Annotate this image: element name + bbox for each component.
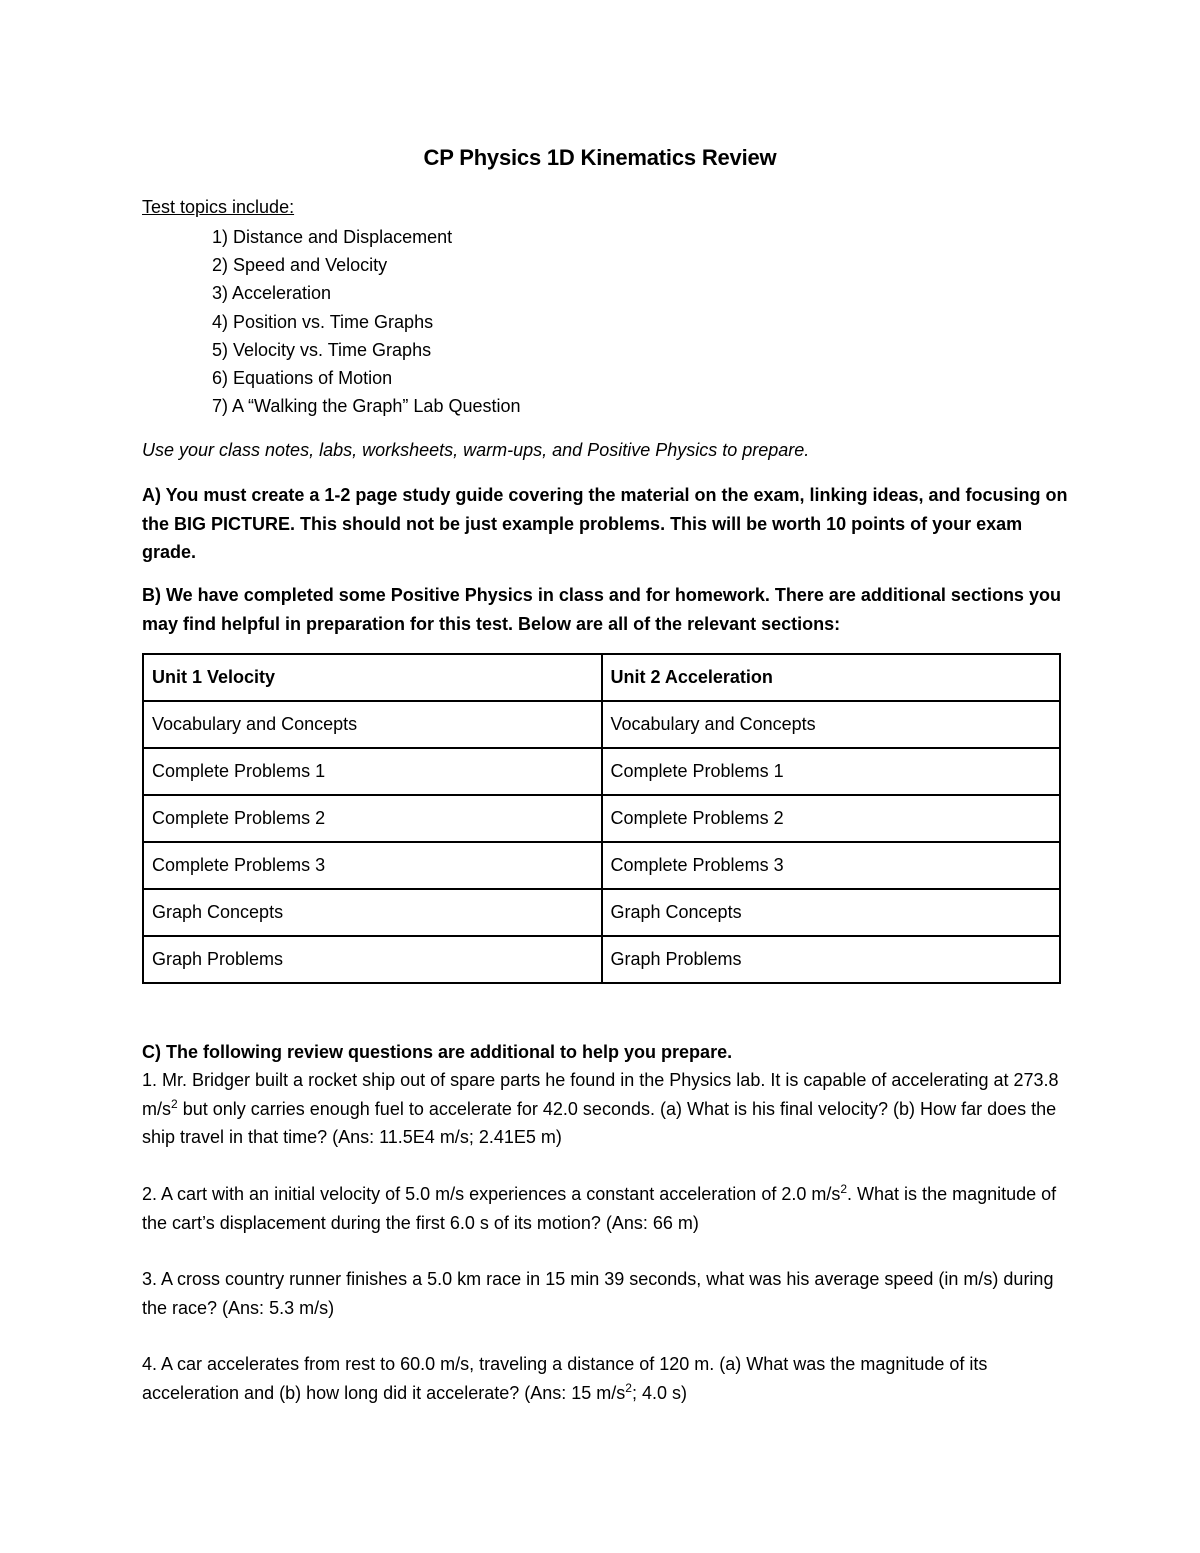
table-row: [143, 936, 1060, 983]
table-cell: Graph Concepts: [602, 889, 1061, 936]
question-text: ; 4.0 s): [631, 1382, 687, 1403]
table-cell: Complete Problems 3: [143, 842, 602, 889]
table-cell: Vocabulary and Concepts: [143, 701, 602, 748]
sections-table: [142, 653, 1061, 984]
table-cell: Graph Problems: [143, 936, 602, 983]
superscript: 2: [840, 1182, 848, 1196]
page-title: CP Physics 1D Kinematics Review: [423, 145, 777, 170]
table-cell: Complete Problems 3: [602, 842, 1061, 889]
table-header-cell: Unit 1 Velocity: [143, 654, 602, 701]
section-a-text: A) You must create a 1-2 page study guide covering the material on the exam, linking ideas, and focusing on the BIG PICTURE. This should not be just example problems. This will be worth 10 points of your exam grade.: [142, 485, 1068, 562]
prep-note: Use your class notes, labs, worksheets, warm-ups, and Positive Physics to prepare.: [142, 440, 810, 460]
list-item: 1) Distance and Displacement: [212, 227, 453, 247]
question-text: 4. A car accelerates from rest to 60.0 m/s, traveling a distance of 120 m. (a) What was the magnitude of its acceleration and (b) how long did it accelerate? (Ans: 15 m/s: [142, 1354, 988, 1403]
question-2: [142, 1180, 1072, 1237]
question-text: but only carries enough fuel to accelerate for 42.0 seconds. (a) What is his final velocity? (b) How far does the ship travel in that time? (Ans: 11.5E4 m/s; 2.41E5 m): [142, 1098, 1057, 1147]
table-cell: Graph Problems: [602, 936, 1061, 983]
table-header-row: [143, 654, 1060, 701]
table-row: [143, 842, 1060, 889]
list-item: 7) A “Walking the Graph” Lab Question: [212, 396, 521, 417]
table-cell: Graph Concepts: [143, 889, 602, 936]
table-cell: Vocabulary and Concepts: [602, 701, 1061, 748]
list-item: 4) Position vs. Time Graphs: [212, 311, 434, 332]
superscript: 2: [171, 1096, 178, 1111]
list-item: 6) Equations of Motion: [212, 367, 393, 388]
list-item: 2) Speed and Velocity: [212, 255, 388, 276]
list-item: 5) Velocity vs. Time Graphs: [212, 339, 432, 360]
table-row: [143, 889, 1060, 936]
question-text: 3. A cross country runner finishes a 5.0 km race in 15 min 39 seconds, what was his average speed (in m/s) during the race? (Ans: 5.3 m/s): [142, 1269, 1054, 1318]
topics-list: [212, 225, 521, 422]
question-3: [142, 1265, 1072, 1322]
table-header-cell: Unit 2 Acceleration: [602, 654, 1061, 701]
question-text: . What is the magnitude of the cart’s displacement during the first 6.0 s of its motion? (Ans: 66 m): [142, 1184, 1057, 1233]
table-row: [143, 701, 1060, 748]
section-b-text: B) We have completed some Positive Physics in class and for homework. There are additional sections you may find helpful in preparation for this test. Below are all of the relevant sections:: [142, 585, 1061, 634]
table-row: [143, 748, 1060, 795]
table-row: [143, 795, 1060, 842]
superscript: 2: [625, 1380, 632, 1395]
list-item: 3) Acceleration: [212, 283, 332, 304]
table-cell: Complete Problems 1: [143, 748, 602, 795]
question-text: 2. A cart with an initial velocity of 5.0 m/s experiences a constant acceleration of 2.0 m/s: [142, 1184, 841, 1204]
table-cell: Complete Problems 1: [602, 748, 1061, 795]
section-c-heading: C) The following review questions are additional to help you prepare.: [142, 1042, 733, 1062]
table-cell: Complete Problems 2: [602, 795, 1061, 842]
question-4: [142, 1350, 1072, 1407]
question-text: 1. Mr. Bridger built a rocket ship out of spare parts he found in the Physics lab. It is capable of accelerating at 273.8 m/s: [142, 1070, 1059, 1119]
question-1: [142, 1066, 1072, 1152]
topics-heading: Test topics include:: [142, 197, 295, 217]
table-cell: Complete Problems 2: [143, 795, 602, 842]
